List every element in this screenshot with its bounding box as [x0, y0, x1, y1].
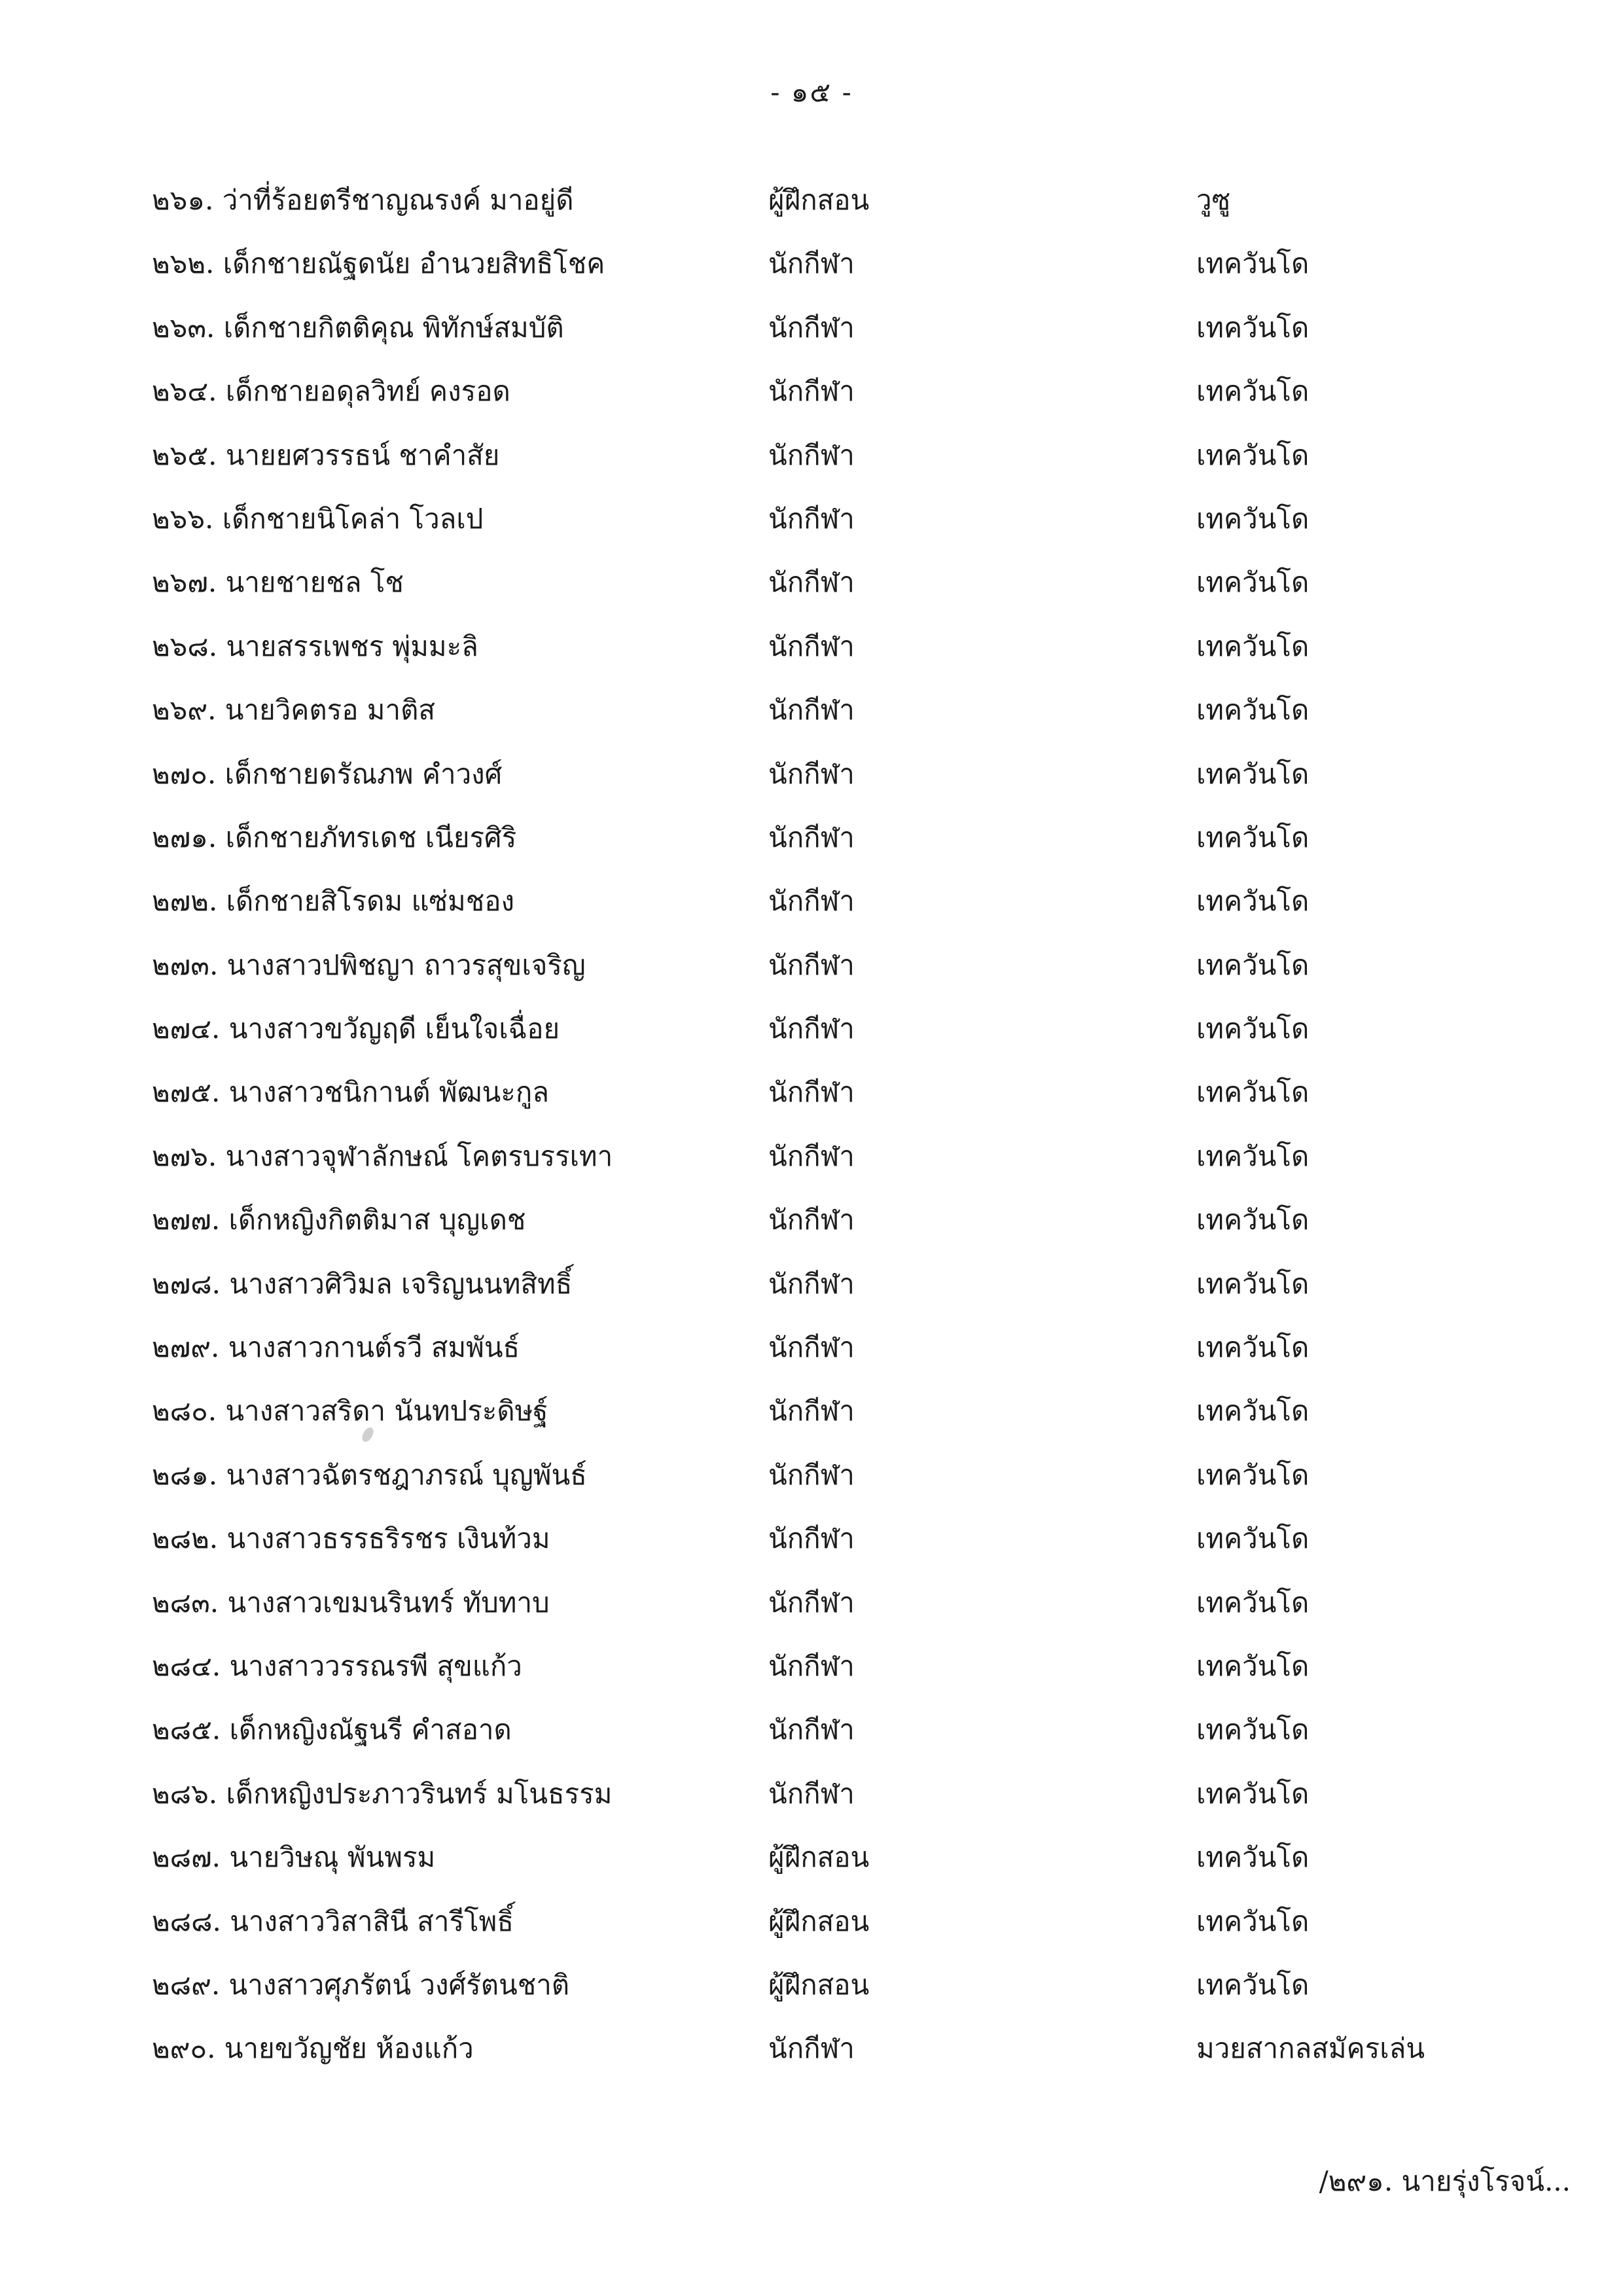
person-role: นักกีฬา: [768, 757, 855, 790]
sport-name: เทควันโด: [1196, 1139, 1310, 1172]
list-item: [152, 881, 1487, 944]
list-item: [152, 1774, 1487, 1837]
person-role: นักกีฬา: [768, 821, 855, 853]
sport-name: เทควันโด: [1196, 1968, 1310, 2001]
sport-name: เทควันโด: [1196, 311, 1310, 344]
person-role: นักกีฬา: [768, 1076, 855, 1109]
list-item: [152, 562, 1487, 626]
person-role: นักกีฬา: [768, 247, 855, 280]
person-role: นักกีฬา: [768, 502, 855, 535]
person-name: ๒๘๗. นายวิษณุ พันพรม: [152, 1841, 436, 1874]
sport-name: เทควันโด: [1196, 694, 1310, 726]
sport-name: เทควันโด: [1196, 1649, 1310, 1682]
sport-name: เทควันโด: [1196, 566, 1310, 599]
person-name: ๒๖๖. เด็กชายนิโคล่า โวลเป: [152, 502, 484, 535]
person-name: ๒๘๖. เด็กหญิงประภาวรินทร์ มโนธรรม: [152, 1777, 613, 1810]
person-role: นักกีฬา: [768, 1522, 855, 1555]
person-role: นักกีฬา: [768, 885, 855, 918]
list-item: [152, 690, 1487, 753]
person-name: ๒๗๖. นางสาวจุฬาลักษณ์ โคตรบรรเทา: [152, 1139, 613, 1172]
person-name: ๒๖๒. เด็กชายณัฐดนัย อำนวยสิทธิโชค: [152, 247, 605, 280]
list-item: [152, 1455, 1487, 1518]
list-item: [152, 180, 1487, 243]
list-item: [152, 1200, 1487, 1263]
sport-name: เทควันโด: [1196, 1331, 1310, 1364]
person-role: นักกีฬา: [768, 1204, 855, 1236]
person-role: นักกีฬา: [768, 1013, 855, 1045]
list-item: [152, 817, 1487, 881]
person-name: ๒๘๓. นางสาวเขมนรินทร์ ทับทาบ: [152, 1586, 550, 1619]
person-role: นักกีฬา: [768, 1713, 855, 1746]
sport-name: เทควันโด: [1196, 1204, 1310, 1236]
sport-name: วูซู: [1196, 184, 1231, 216]
sport-name: เทควันโด: [1196, 948, 1310, 981]
sport-name: เทควันโด: [1196, 1076, 1310, 1109]
person-role: นักกีฬา: [768, 1139, 855, 1172]
sport-name: เทควันโด: [1196, 1458, 1310, 1491]
person-role: นักกีฬา: [768, 1331, 855, 1364]
person-name: ๒๗๙. นางสาวกานต์รวี สมพันธ์: [152, 1331, 520, 1364]
sport-name: เทควันโด: [1196, 375, 1310, 408]
list-item: [152, 435, 1487, 499]
sport-name: เทควันโด: [1196, 1713, 1310, 1746]
person-role: ผู้ฝึกสอน: [768, 184, 870, 216]
person-role: ผู้ฝึกสอน: [768, 1841, 870, 1874]
person-name: ๒๗๓. นางสาวปพิชญา ถาวรสุขเจริญ: [152, 948, 586, 981]
sport-name: เทควันโด: [1196, 757, 1310, 790]
person-role: นักกีฬา: [768, 1586, 855, 1619]
person-name: ๒๘๐. นางสาวสริดา นันทประดิษฐ์: [152, 1395, 548, 1427]
sport-name: เทควันโด: [1196, 502, 1310, 535]
person-name: ๒๗๑. เด็กชายภัทรเดช เนียรศิริ: [152, 821, 517, 853]
sport-name: เทควันโด: [1196, 1013, 1310, 1045]
person-role: นักกีฬา: [768, 1267, 855, 1300]
person-name: ๒๗๕. นางสาวชนิกานต์ พัฒนะกูล: [152, 1076, 549, 1109]
sport-name: เทควันโด: [1196, 1841, 1310, 1874]
list-item: [152, 1583, 1487, 1646]
person-role: นักกีฬา: [768, 311, 855, 344]
person-role: นักกีฬา: [768, 630, 855, 662]
person-name: ๒๖๘. นายสรรเพชร พุ่มมะลิ: [152, 630, 478, 662]
person-role: นักกีฬา: [768, 1777, 855, 1810]
list-item: [152, 2028, 1487, 2092]
list-item: [152, 1327, 1487, 1391]
list-item: [152, 243, 1487, 307]
list-item: [152, 1072, 1487, 1136]
person-name: ๒๖๓. เด็กชายกิตติคุณ พิทักษ์สมบัติ: [152, 311, 564, 344]
list-item: [152, 1837, 1487, 1901]
sport-name: เทควันโด: [1196, 1395, 1310, 1427]
person-role: นักกีฬา: [768, 948, 855, 981]
list-item: [152, 1009, 1487, 1072]
person-name: ๒๖๔. เด็กชายอดุลวิทย์ คงรอด: [152, 375, 510, 408]
sport-name: มวยสากลสมัครเล่น: [1196, 2032, 1425, 2065]
person-role: นักกีฬา: [768, 2032, 855, 2065]
list-item: [152, 308, 1487, 371]
person-role: นักกีฬา: [768, 1649, 855, 1682]
person-role: นักกีฬา: [768, 439, 855, 471]
person-role: นักกีฬา: [768, 1458, 855, 1491]
list-item: [152, 499, 1487, 562]
person-name: ๒๗๒. เด็กชายสิโรดม แซ่มชอง: [152, 885, 514, 918]
person-role: นักกีฬา: [768, 694, 855, 726]
sport-name: เทควันโด: [1196, 1777, 1310, 1810]
list-item: [152, 1136, 1487, 1200]
person-name: ๒๘๔. นางสาววรรณรพี สุขแก้ว: [152, 1649, 522, 1682]
list-item: [152, 1264, 1487, 1327]
person-name: ๒๙๐. นายขวัญชัย ห้องแก้ว: [152, 2032, 474, 2065]
list-item: [152, 1710, 1487, 1773]
list-item: [152, 626, 1487, 690]
person-name: ๒๘๘. นางสาววิสาสินี สารีโพธิ์: [152, 1905, 514, 1937]
sport-name: เทควันโด: [1196, 1267, 1310, 1300]
sport-name: เทควันโด: [1196, 439, 1310, 471]
person-role: นักกีฬา: [768, 375, 855, 408]
person-name: ๒๖๕. นายยศวรรธน์ ชาคำสัย: [152, 439, 500, 471]
sport-name: เทควันโด: [1196, 1586, 1310, 1619]
person-name: ๒๗๗. เด็กหญิงกิตติมาส บุญเดช: [152, 1204, 526, 1236]
person-name: ๒๖๑. ว่าที่ร้อยตรีชาญณรงค์ มาอยู่ดี: [152, 184, 574, 216]
sport-name: เทควันโด: [1196, 630, 1310, 662]
person-name: ๒๘๙. นางสาวศุภรัตน์ วงศ์รัตนชาติ: [152, 1968, 570, 2001]
person-name: ๒๗๔. นางสาวขวัญฤดี เย็นใจเฉื่อย: [152, 1013, 560, 1045]
roster-list: [152, 180, 1487, 2092]
list-item: [152, 1901, 1487, 1965]
sport-name: เทควันโด: [1196, 885, 1310, 918]
list-item: [152, 371, 1487, 435]
person-role: ผู้ฝึกสอน: [768, 1905, 870, 1937]
person-name: ๒๘๑. นางสาวฉัตรชฎาภรณ์ บุญพันธ์: [152, 1458, 587, 1491]
person-role: นักกีฬา: [768, 1395, 855, 1427]
sport-name: เทควันโด: [1196, 1905, 1310, 1937]
person-name: ๒๖๙. นายวิคตรอ มาติส: [152, 694, 435, 726]
person-name: ๒๗๘. นางสาวศิวิมล เจริญนนทสิทธิ์: [152, 1267, 573, 1300]
person-role: นักกีฬา: [768, 566, 855, 599]
sport-name: เทควันโด: [1196, 821, 1310, 853]
list-item: [152, 1646, 1487, 1710]
person-name: ๒๘๕. เด็กหญิงณัฐนรี คำสอาด: [152, 1713, 512, 1746]
list-item: [152, 1965, 1487, 2028]
list-item: [152, 754, 1487, 817]
sport-name: เทควันโด: [1196, 1522, 1310, 1555]
sport-name: เทควันโด: [1196, 247, 1310, 280]
continuation-note: /๒๙๑. นายรุ่งโรจน์...: [1319, 2165, 1571, 2197]
list-item: [152, 1391, 1487, 1454]
person-name: ๒๖๗. นายชายชล โช: [152, 566, 404, 599]
page-number: - ๑๕ -: [770, 76, 853, 108]
list-item: [152, 945, 1487, 1009]
person-name: ๒๗๐. เด็กชายดรัณภพ คำวงศ์: [152, 757, 503, 790]
person-name: ๒๘๒. นางสาวธรรธริรชร เงินท้วม: [152, 1522, 550, 1555]
person-role: ผู้ฝึกสอน: [768, 1968, 870, 2001]
list-item: [152, 1518, 1487, 1582]
